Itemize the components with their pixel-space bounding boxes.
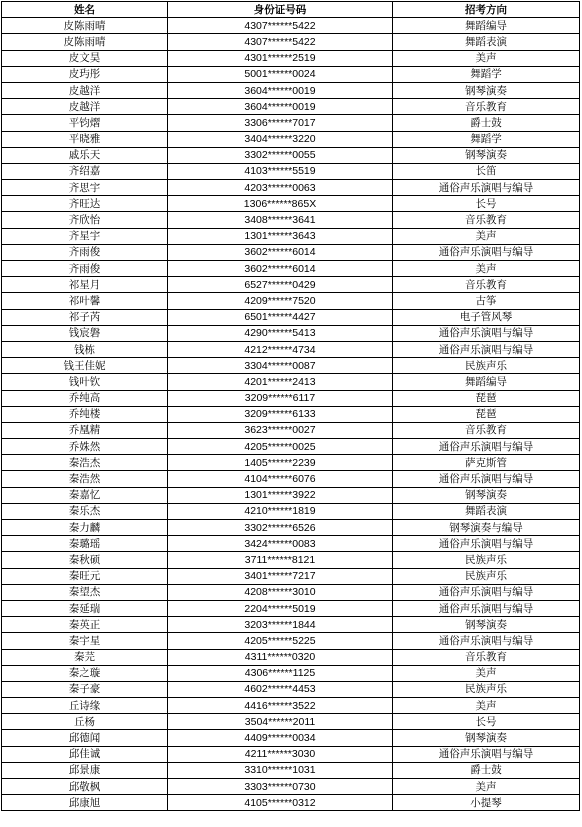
name-cell[interactable]: 秦旺元 [2, 568, 168, 584]
id-number-cell[interactable]: 3604******0019 [168, 82, 393, 98]
id-number-cell[interactable]: 4201******2413 [168, 374, 393, 390]
id-number-cell[interactable]: 2204******5019 [168, 600, 393, 616]
name-cell[interactable]: 钱叶钦 [2, 374, 168, 390]
table-row [2, 617, 580, 633]
direction-cell[interactable]: 萨克斯管 [393, 455, 580, 471]
header-row [2, 2, 580, 18]
table-row [2, 730, 580, 746]
direction-cell[interactable]: 爵士鼓 [393, 762, 580, 778]
table-row [2, 50, 580, 66]
id-number-cell[interactable]: 4409******0034 [168, 730, 393, 746]
direction-cell[interactable]: 钢琴演奏 [393, 82, 580, 98]
name-cell[interactable]: 皮陈雨晴 [2, 34, 168, 50]
direction-cell[interactable]: 民族声乐 [393, 568, 580, 584]
table-row [2, 99, 580, 115]
header-name[interactable]: 姓名 [2, 2, 168, 18]
table-row [2, 487, 580, 503]
direction-cell[interactable]: 音乐教育 [393, 99, 580, 115]
direction-cell[interactable]: 民族声乐 [393, 681, 580, 697]
table-row [2, 131, 580, 147]
id-number-cell[interactable]: 3602******6014 [168, 261, 393, 277]
id-number-cell[interactable]: 4103******5519 [168, 163, 393, 179]
name-cell[interactable]: 秦力麟 [2, 520, 168, 536]
name-cell[interactable]: 祁叶馨 [2, 293, 168, 309]
name-cell[interactable]: 邱德闻 [2, 730, 168, 746]
name-cell[interactable]: 邱敬枫 [2, 779, 168, 795]
id-number-cell[interactable]: 4203******0063 [168, 180, 393, 196]
direction-cell[interactable]: 美声 [393, 261, 580, 277]
direction-cell[interactable]: 通俗声乐演唱与编导 [393, 600, 580, 616]
id-number-cell[interactable]: 4205******5225 [168, 633, 393, 649]
table-row [2, 520, 580, 536]
name-cell[interactable]: 皮玙彤 [2, 66, 168, 82]
table-row [2, 649, 580, 665]
table-row [2, 698, 580, 714]
name-cell[interactable]: 秦乐杰 [2, 503, 168, 519]
table-row [2, 277, 580, 293]
id-number-cell[interactable]: 4209******7520 [168, 293, 393, 309]
id-number-cell[interactable]: 4290******5413 [168, 325, 393, 341]
id-number-cell[interactable]: 3424******0083 [168, 536, 393, 552]
name-cell[interactable]: 乔纯楼 [2, 406, 168, 422]
table-row [2, 439, 580, 455]
direction-cell[interactable]: 通俗声乐演唱与编导 [393, 633, 580, 649]
direction-cell[interactable]: 钢琴演奏 [393, 617, 580, 633]
direction-cell[interactable]: 音乐教育 [393, 277, 580, 293]
name-cell[interactable]: 齐思宇 [2, 180, 168, 196]
table-row [2, 714, 580, 730]
id-number-cell[interactable]: 4307******5422 [168, 34, 393, 50]
id-number-cell[interactable]: 4205******0025 [168, 439, 393, 455]
name-cell[interactable]: 邱景康 [2, 762, 168, 778]
table-row [2, 358, 580, 374]
name-cell[interactable]: 秦子豪 [2, 681, 168, 697]
direction-cell[interactable]: 通俗声乐演唱与编导 [393, 584, 580, 600]
table-row [2, 681, 580, 697]
table-row [2, 633, 580, 649]
direction-cell[interactable]: 音乐教育 [393, 212, 580, 228]
name-cell[interactable]: 秦之璇 [2, 665, 168, 681]
direction-cell[interactable]: 钢琴演奏 [393, 730, 580, 746]
direction-cell[interactable]: 通俗声乐演唱与编导 [393, 536, 580, 552]
id-number-cell[interactable]: 3711******8121 [168, 552, 393, 568]
id-number-cell[interactable]: 3203******1844 [168, 617, 393, 633]
id-number-cell[interactable]: 1301******3643 [168, 228, 393, 244]
table-row [2, 600, 580, 616]
direction-cell[interactable]: 琵琶 [393, 390, 580, 406]
name-cell[interactable]: 秦延瑞 [2, 600, 168, 616]
id-number-cell[interactable]: 4602******4453 [168, 681, 393, 697]
table-row [2, 228, 580, 244]
id-number-cell[interactable]: 3404******3220 [168, 131, 393, 147]
table-row [2, 115, 580, 131]
id-number-cell[interactable]: 4306******1125 [168, 665, 393, 681]
name-cell[interactable]: 祁星月 [2, 277, 168, 293]
direction-cell[interactable]: 舞蹈学 [393, 66, 580, 82]
table-row [2, 406, 580, 422]
id-number-cell[interactable]: 1301******3922 [168, 487, 393, 503]
direction-cell[interactable]: 电子管风琴 [393, 309, 580, 325]
id-number-cell[interactable]: 3304******0087 [168, 358, 393, 374]
table-body [2, 18, 580, 811]
name-cell[interactable]: 皮陈雨晴 [2, 18, 168, 34]
name-cell[interactable]: 祁子芮 [2, 309, 168, 325]
id-number-cell[interactable]: 3310******1031 [168, 762, 393, 778]
table-row [2, 180, 580, 196]
name-cell[interactable]: 秦璐瑶 [2, 536, 168, 552]
id-number-cell[interactable]: 3209******6133 [168, 406, 393, 422]
direction-cell[interactable]: 舞蹈编导 [393, 374, 580, 390]
id-number-cell[interactable]: 3602******6014 [168, 244, 393, 260]
name-cell[interactable]: 齐雨俊 [2, 244, 168, 260]
direction-cell[interactable]: 美声 [393, 50, 580, 66]
table-row [2, 390, 580, 406]
table-row [2, 309, 580, 325]
name-cell[interactable]: 齐欣怡 [2, 212, 168, 228]
direction-cell[interactable]: 小提琴 [393, 795, 580, 811]
table-row [2, 422, 580, 438]
table-row [2, 471, 580, 487]
id-number-cell[interactable]: 4307******5422 [168, 18, 393, 34]
direction-cell[interactable]: 舞蹈学 [393, 131, 580, 147]
name-cell[interactable]: 丘杨 [2, 714, 168, 730]
direction-cell[interactable]: 通俗声乐演唱与编导 [393, 746, 580, 762]
direction-cell[interactable]: 钢琴演奏 [393, 487, 580, 503]
table-row [2, 455, 580, 471]
table-row [2, 18, 580, 34]
table-row [2, 147, 580, 163]
id-number-cell[interactable]: 3401******7217 [168, 568, 393, 584]
id-number-cell[interactable]: 4104******6076 [168, 471, 393, 487]
direction-cell[interactable]: 通俗声乐演唱与编导 [393, 341, 580, 357]
name-cell[interactable]: 皮文昊 [2, 50, 168, 66]
direction-cell[interactable]: 通俗声乐演唱与编导 [393, 471, 580, 487]
id-number-cell[interactable]: 3604******0019 [168, 99, 393, 115]
name-cell[interactable]: 齐雨俊 [2, 261, 168, 277]
spreadsheet [1, 1, 580, 811]
name-cell[interactable]: 齐星宇 [2, 228, 168, 244]
id-number-cell[interactable]: 4212******4734 [168, 341, 393, 357]
table-row [2, 341, 580, 357]
name-cell[interactable]: 秦宇星 [2, 633, 168, 649]
direction-cell[interactable]: 美声 [393, 779, 580, 795]
name-cell[interactable]: 丘诗缘 [2, 698, 168, 714]
direction-cell[interactable]: 长号 [393, 714, 580, 730]
direction-cell[interactable]: 美声 [393, 665, 580, 681]
name-cell[interactable]: 邱康旭 [2, 795, 168, 811]
table-row [2, 325, 580, 341]
table-row [2, 244, 580, 260]
header-direction[interactable]: 招考方向 [393, 2, 580, 18]
table-row [2, 762, 580, 778]
name-cell[interactable]: 平钧熠 [2, 115, 168, 131]
id-number-cell[interactable]: 3302******6526 [168, 520, 393, 536]
table-row [2, 293, 580, 309]
name-cell[interactable]: 秦浩然 [2, 471, 168, 487]
id-number-cell[interactable]: 4416******3522 [168, 698, 393, 714]
id-number-cell[interactable]: 5001******0024 [168, 66, 393, 82]
name-cell[interactable]: 秦秋硕 [2, 552, 168, 568]
id-number-cell[interactable]: 4210******1819 [168, 503, 393, 519]
applicant-table [1, 1, 580, 811]
table-row [2, 163, 580, 179]
name-cell[interactable]: 皮越洋 [2, 82, 168, 98]
direction-cell[interactable]: 美声 [393, 228, 580, 244]
direction-cell[interactable]: 通俗声乐演唱与编导 [393, 180, 580, 196]
direction-cell[interactable]: 琵琶 [393, 406, 580, 422]
table-row [2, 261, 580, 277]
id-number-cell[interactable]: 3306******7017 [168, 115, 393, 131]
name-cell[interactable]: 秦嘉忆 [2, 487, 168, 503]
table-row [2, 66, 580, 82]
id-number-cell[interactable]: 4208******3010 [168, 584, 393, 600]
id-number-cell[interactable]: 1405******2239 [168, 455, 393, 471]
direction-cell[interactable]: 舞蹈表演 [393, 34, 580, 50]
direction-cell[interactable]: 通俗声乐演唱与编导 [393, 325, 580, 341]
table-row [2, 196, 580, 212]
name-cell[interactable]: 乔纯高 [2, 390, 168, 406]
id-number-cell[interactable]: 1306******865X [168, 196, 393, 212]
id-number-cell[interactable]: 3302******0055 [168, 147, 393, 163]
name-cell[interactable]: 钱王佳妮 [2, 358, 168, 374]
direction-cell[interactable]: 舞蹈编导 [393, 18, 580, 34]
name-cell[interactable]: 秦望杰 [2, 584, 168, 600]
name-cell[interactable]: 乔姝然 [2, 439, 168, 455]
table-row [2, 795, 580, 811]
name-cell[interactable]: 秦芫 [2, 649, 168, 665]
name-cell[interactable]: 乔凰精 [2, 422, 168, 438]
id-number-cell[interactable]: 4211******3030 [168, 746, 393, 762]
direction-cell[interactable]: 通俗声乐演唱与编导 [393, 244, 580, 260]
name-cell[interactable]: 皮越洋 [2, 99, 168, 115]
table-row [2, 568, 580, 584]
direction-cell[interactable]: 美声 [393, 698, 580, 714]
id-number-cell[interactable]: 3303******0730 [168, 779, 393, 795]
table-row [2, 552, 580, 568]
table-row [2, 584, 580, 600]
direction-cell[interactable]: 爵士鼓 [393, 115, 580, 131]
id-number-cell[interactable]: 4105******0312 [168, 795, 393, 811]
name-cell[interactable]: 钱宸磐 [2, 325, 168, 341]
direction-cell[interactable]: 长笛 [393, 163, 580, 179]
direction-cell[interactable]: 钢琴演奏与编导 [393, 520, 580, 536]
name-cell[interactable]: 戚乐天 [2, 147, 168, 163]
name-cell[interactable]: 邱佳诚 [2, 746, 168, 762]
direction-cell[interactable]: 民族声乐 [393, 358, 580, 374]
table-row [2, 212, 580, 228]
direction-cell[interactable]: 钢琴演奏 [393, 147, 580, 163]
id-number-cell[interactable]: 6527******0429 [168, 277, 393, 293]
table-row [2, 34, 580, 50]
table-row [2, 746, 580, 762]
direction-cell[interactable]: 通俗声乐演唱与编导 [393, 439, 580, 455]
direction-cell[interactable]: 民族声乐 [393, 552, 580, 568]
id-number-cell[interactable]: 4311******0320 [168, 649, 393, 665]
id-number-cell[interactable]: 3623******0027 [168, 422, 393, 438]
table-row [2, 665, 580, 681]
direction-cell[interactable]: 古筝 [393, 293, 580, 309]
name-cell[interactable]: 齐旺达 [2, 196, 168, 212]
table-row [2, 82, 580, 98]
name-cell[interactable]: 齐绍嘉 [2, 163, 168, 179]
table-row [2, 503, 580, 519]
direction-cell[interactable]: 长号 [393, 196, 580, 212]
direction-cell[interactable]: 音乐教育 [393, 422, 580, 438]
id-number-cell[interactable]: 6501******4427 [168, 309, 393, 325]
name-cell[interactable]: 秦英正 [2, 617, 168, 633]
name-cell[interactable]: 秦浩杰 [2, 455, 168, 471]
table-row [2, 374, 580, 390]
direction-cell[interactable]: 音乐教育 [393, 649, 580, 665]
name-cell[interactable]: 平晓雅 [2, 131, 168, 147]
id-number-cell[interactable]: 3209******6117 [168, 390, 393, 406]
table-row [2, 536, 580, 552]
direction-cell[interactable]: 舞蹈表演 [393, 503, 580, 519]
table-row [2, 779, 580, 795]
header-id[interactable]: 身份证号码 [168, 2, 393, 18]
id-number-cell[interactable]: 3504******2011 [168, 714, 393, 730]
id-number-cell[interactable]: 4301******2519 [168, 50, 393, 66]
name-cell[interactable]: 钱栋 [2, 341, 168, 357]
id-number-cell[interactable]: 3408******3641 [168, 212, 393, 228]
